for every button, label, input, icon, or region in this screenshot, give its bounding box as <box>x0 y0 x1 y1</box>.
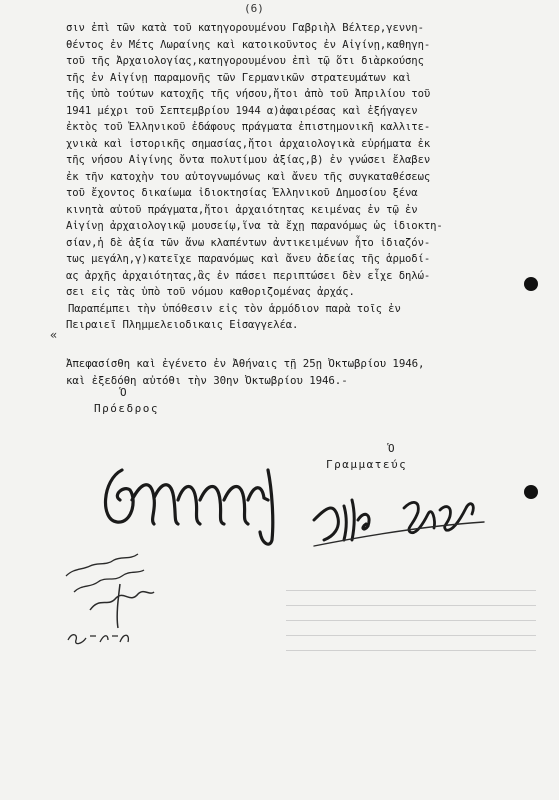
body-line: ἐκ τῆν κατοχὴν του αὐτογνωμόνως καὶ ἄνευ τῆς συγκαταθέσεως <box>66 170 431 183</box>
body-line: 1941 μέχρι τοῦ Σεπτεμβρίου 1944 α)ἀφαιρέσας καὶ ἐξήγαγεν <box>66 104 418 117</box>
body-line: Πειραιεῖ Πλημμελειοδικαις Εἰσαγγελέα. <box>66 319 299 331</box>
body-line: σίαν,ἡ δὲ ἀξία τῶν ἄνω κλαπέντων ἀντικειμένων ἦτο ἰδιαζόν- <box>66 236 431 249</box>
body-line: σιν ἐπὶ τῶν κατὰ τοῦ κατηγορουμένου Γαβριὴλ Βέλτερ,γεννη- <box>66 22 424 34</box>
body-line: κινητὰ αὐτοῦ πράγματα,ἤτοι ἀρχαιότητας κειμένας ἐν τῷ ἐν <box>66 203 418 216</box>
body-line: τοῦ ἔχοντος δικαίωμα ἰδιοκτησίας Ἑλληνικοῦ Δημοσίου ξένα <box>66 187 418 199</box>
body-line: ας ἀρχῆς ἀρχαιότητας,ἃς ἐν πάσει περιπτώσει δὲν εἶχε δηλώ- <box>66 269 431 282</box>
body-line: ἐκτὸς τοῦ Ἑλληνικοῦ ἐδάφους πράγματα ἐπιστημονικῆ καλλιτε- <box>66 121 431 133</box>
president-label: Πρόεδρος <box>94 402 159 415</box>
body-line: θέντος ἐν Μέτς Λωραίνης καὶ κατοικοῦντος ἐν Αἰγίνῃ,καθηγη- <box>66 38 431 51</box>
body-line: τῆς νήσου Αἰγίνης ὄντα πολυτίμου ἀξίας,β) ἐν γνώσει ἔλαβεν <box>66 154 431 166</box>
president-signature <box>92 440 322 550</box>
date-block <box>66 355 546 389</box>
date-line: καὶ ἐξεδόθη αὐτόθι τὴν 30ην Ὀκτωβρίου 1946.- <box>66 374 348 387</box>
body-line: Παραπέμπει τὴν ὑπόθεσιν εἰς τὸν ἁρμόδιον παρὰ τοῖς ἐν <box>68 302 401 315</box>
page-number: (6) <box>244 2 264 15</box>
handwritten-note <box>60 548 170 648</box>
body-line: Αἰγίνῃ ἀρχαιολογικῷ μουσείῳ,ἵνα τὰ ἔχῃ παρανόμως ὡς ἰδιοκτη- <box>66 220 443 232</box>
secretary-signature <box>294 470 494 550</box>
punch-hole-bottom <box>524 485 538 499</box>
date-line: Ἀπεφασίσθη καὶ ἐγένετο ἐν Ἀθήναις τῇ 25ῃ Ὀκτωβρίου 1946, <box>66 357 425 370</box>
body-line: τοῦ τῆς Ἀρχαιολογίας,κατηγορουμένου ἐπὶ τῷ ὅτι διὰρκούσης <box>66 55 424 67</box>
decision-body <box>66 20 542 334</box>
president-article: Ὁ <box>120 386 127 399</box>
bleed-through <box>286 590 536 690</box>
body-line: χνικὰ καὶ ἱστορικῆς σημασίας,ἤτοι ἀρχαιολογικὰ εὑρήματα ἐκ <box>66 137 431 150</box>
secretary-label: Γραμματεύς <box>326 458 408 471</box>
secretary-article: Ὁ <box>388 442 395 455</box>
punch-hole-top <box>524 277 538 291</box>
margin-mark: « <box>50 328 58 342</box>
body-line: τῆς ἐν Αἰγίνῃ παραμονῆς τῶν Γερμανικῶν στρατευμάτων καὶ <box>66 71 412 84</box>
body-line: τῆς ὑπὸ τούτων κατοχῆς τῆς νήσου,ἤτοι ἀπὸ τοῦ Ἀπριλίου τοῦ <box>66 88 431 100</box>
body-line: τως μεγάλη,γ)κατεῖχε παρανόμως καὶ ἄνευ ἀδείας τῆς ἁρμοδί- <box>66 253 431 265</box>
body-line: σει εἰς τὰς ὑπὸ τοῦ νόμου καθοριζομένας ἀρχάς. <box>66 286 355 298</box>
